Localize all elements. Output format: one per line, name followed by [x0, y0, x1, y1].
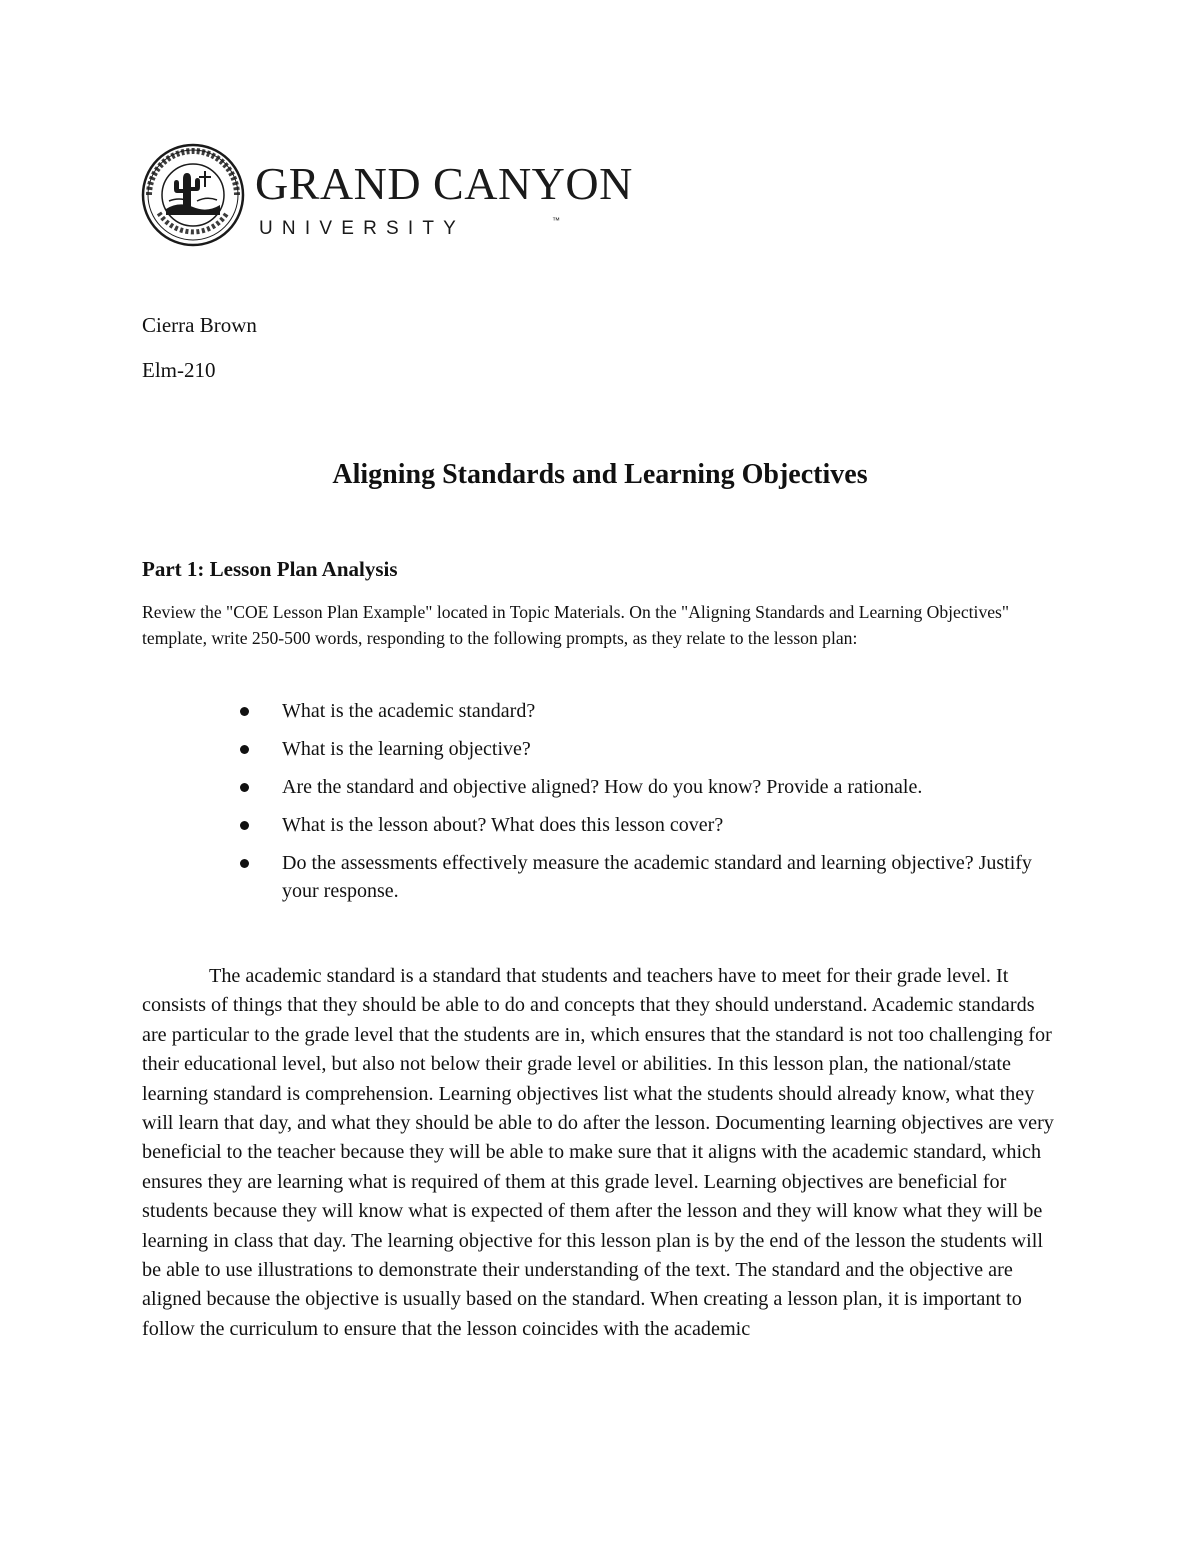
- logo-trademark: ™: [552, 216, 560, 225]
- student-name: Cierra Brown: [142, 313, 257, 337]
- list-item: [240, 849, 1040, 905]
- list-item-text: What is the academic standard?: [282, 700, 536, 722]
- course-code: Elm-210: [142, 358, 216, 382]
- university-logo: [139, 143, 633, 247]
- logo-name-line2: UNIVERSITY: [259, 218, 466, 239]
- prompt-list: [240, 697, 1040, 915]
- list-item-text: What is the lesson about? What does this lesson cover?: [282, 814, 724, 836]
- logo-name-line1: GRAND CANYON: [255, 158, 633, 209]
- bullet-icon: [240, 859, 249, 868]
- list-item-text: Are the standard and objective aligned? How do you know? Provide a rationale.: [282, 776, 923, 798]
- list-item: [240, 773, 1040, 801]
- bullet-icon: [240, 745, 249, 754]
- list-item-text: What is the learning objective?: [282, 738, 531, 760]
- response-paragraph: The academic standard is a standard that students and teachers have to meet for their grade level. It consists of things that they should be able to do and concepts that they should understand. Academic standards are particular to the grade level that the students are in, which ensures that the standard is not too challenging for their educational level, but also not below their grade level or abilities. In this lesson plan, the national/state learning standard is comprehension. Learning objectives list what the students should already know, what they will learn that day, and what they should be able to do after the lesson. Documenting learning objectives are very beneficial to the teacher because they will be able to make sure that it aligns with the academic standard, which ensures they are learning what is required of them at this grade level. Learning objectives are beneficial for students because they will know what is expected of them after the lesson and they will know what they will be learning in class that day. The learning objective for this lesson plan is by the end of the lesson the students will be able to use illustrations to demonstrate their understanding of the text. The standard and the objective are aligned because the objective is usually based on the standard. When creating a lesson plan, it is important to follow the curriculum to ensure that the lesson coincides with the academic: [142, 965, 1054, 1340]
- assignment-prompt: Review the "COE Lesson Plan Example" located in Topic Materials. On the "Aligning Standards and Learning Objectives" template, write 250-500 words, responding to the following prompts, as they relate to the lesson plan:: [142, 602, 1010, 648]
- section-heading: Part 1: Lesson Plan Analysis: [142, 557, 398, 581]
- university-seal-icon: [139, 143, 247, 247]
- bullet-icon: [240, 707, 249, 716]
- list-item: [240, 735, 1040, 763]
- bullet-icon: [240, 783, 249, 792]
- list-item-text: Do the assessments effectively measure the academic standard and learning objective? Justify your response.: [282, 852, 1032, 902]
- list-item: [240, 697, 1040, 725]
- document-title: Aligning Standards and Learning Objectives: [332, 459, 868, 490]
- bullet-icon: [240, 821, 249, 830]
- list-item: [240, 811, 1040, 839]
